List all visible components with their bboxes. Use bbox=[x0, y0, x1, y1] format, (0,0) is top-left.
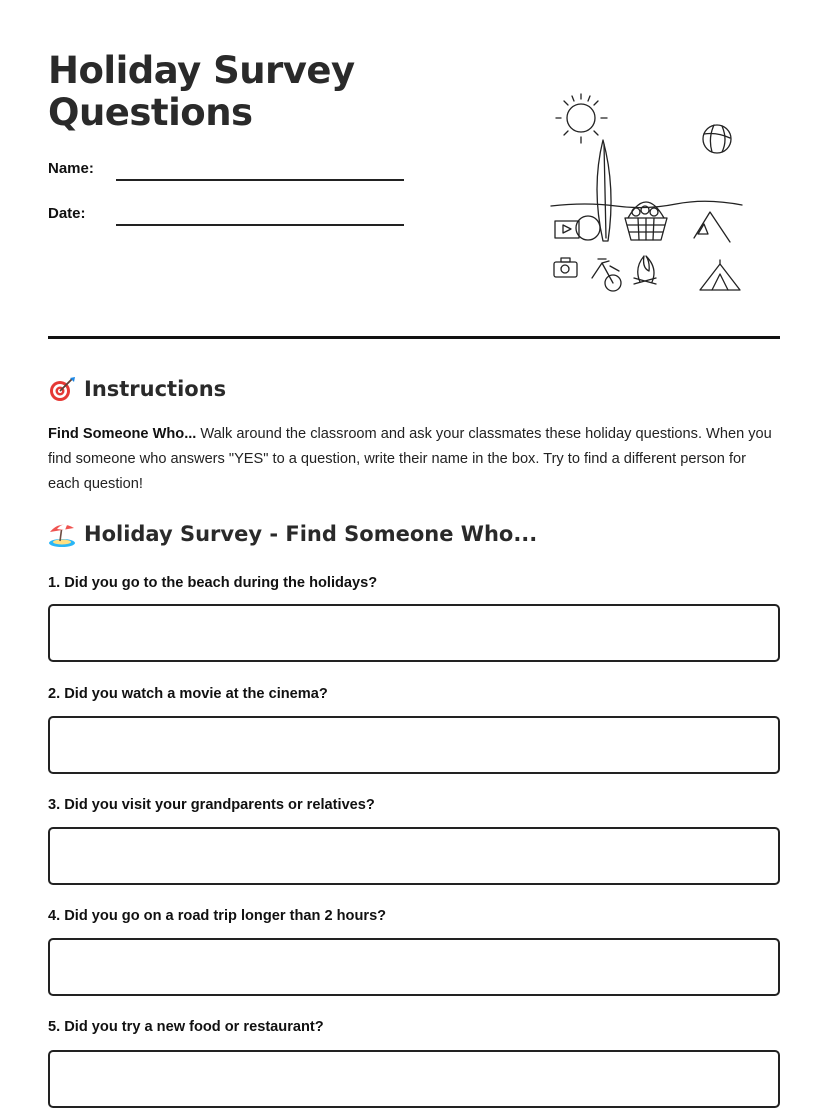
holiday-illustration bbox=[546, 88, 752, 296]
instructions-heading-text: Instructions bbox=[84, 377, 227, 401]
camera-icon bbox=[554, 258, 577, 277]
answer-box-4[interactable] bbox=[48, 938, 780, 996]
name-label: Name: bbox=[48, 160, 94, 177]
bicycle-icon bbox=[592, 259, 621, 291]
answer-box-2[interactable] bbox=[48, 716, 780, 774]
question-1: 1. Did you go to the beach during the holidays? bbox=[48, 575, 378, 591]
answer-box-3[interactable] bbox=[48, 827, 780, 885]
instructions-heading bbox=[48, 375, 226, 403]
answer-box-5[interactable] bbox=[48, 1050, 780, 1108]
beach-ball-icon bbox=[703, 125, 731, 153]
surfboard-icon bbox=[597, 140, 611, 241]
instructions-lead: Find Someone Who... bbox=[48, 426, 197, 442]
question-3: 3. Did you visit your grandparents or relatives? bbox=[48, 797, 375, 813]
section-divider bbox=[48, 336, 780, 339]
instructions-text bbox=[48, 422, 778, 497]
survey-heading-text: Holiday Survey - Find Someone Who... bbox=[84, 522, 538, 546]
survey-heading bbox=[48, 520, 537, 548]
name-input-line[interactable] bbox=[116, 179, 404, 181]
question-4: 4. Did you go on a road trip longer than 2 hours? bbox=[48, 908, 387, 924]
question-5: 5. Did you try a new food or restaurant? bbox=[48, 1019, 324, 1035]
page-title: Holiday Survey Questions bbox=[48, 49, 355, 134]
instructions-body: Walk around the classroom and ask your classmates these holiday questions. When you find someone who answers "YES" to a question, write their name in the box. Try to find a different person for each question! bbox=[48, 426, 772, 492]
question-2: 2. Did you watch a movie at the cinema? bbox=[48, 686, 328, 702]
dart-target-icon bbox=[48, 375, 76, 403]
beach-umbrella-icon bbox=[48, 520, 76, 548]
date-input-line[interactable] bbox=[116, 224, 404, 226]
large-tent-icon bbox=[700, 260, 740, 290]
beach-toy-icon bbox=[555, 216, 600, 240]
campfire-icon bbox=[634, 256, 656, 284]
sun-icon bbox=[556, 94, 607, 143]
answer-box-1[interactable] bbox=[48, 604, 780, 662]
tent-icon bbox=[694, 212, 730, 242]
date-label: Date: bbox=[48, 205, 86, 222]
